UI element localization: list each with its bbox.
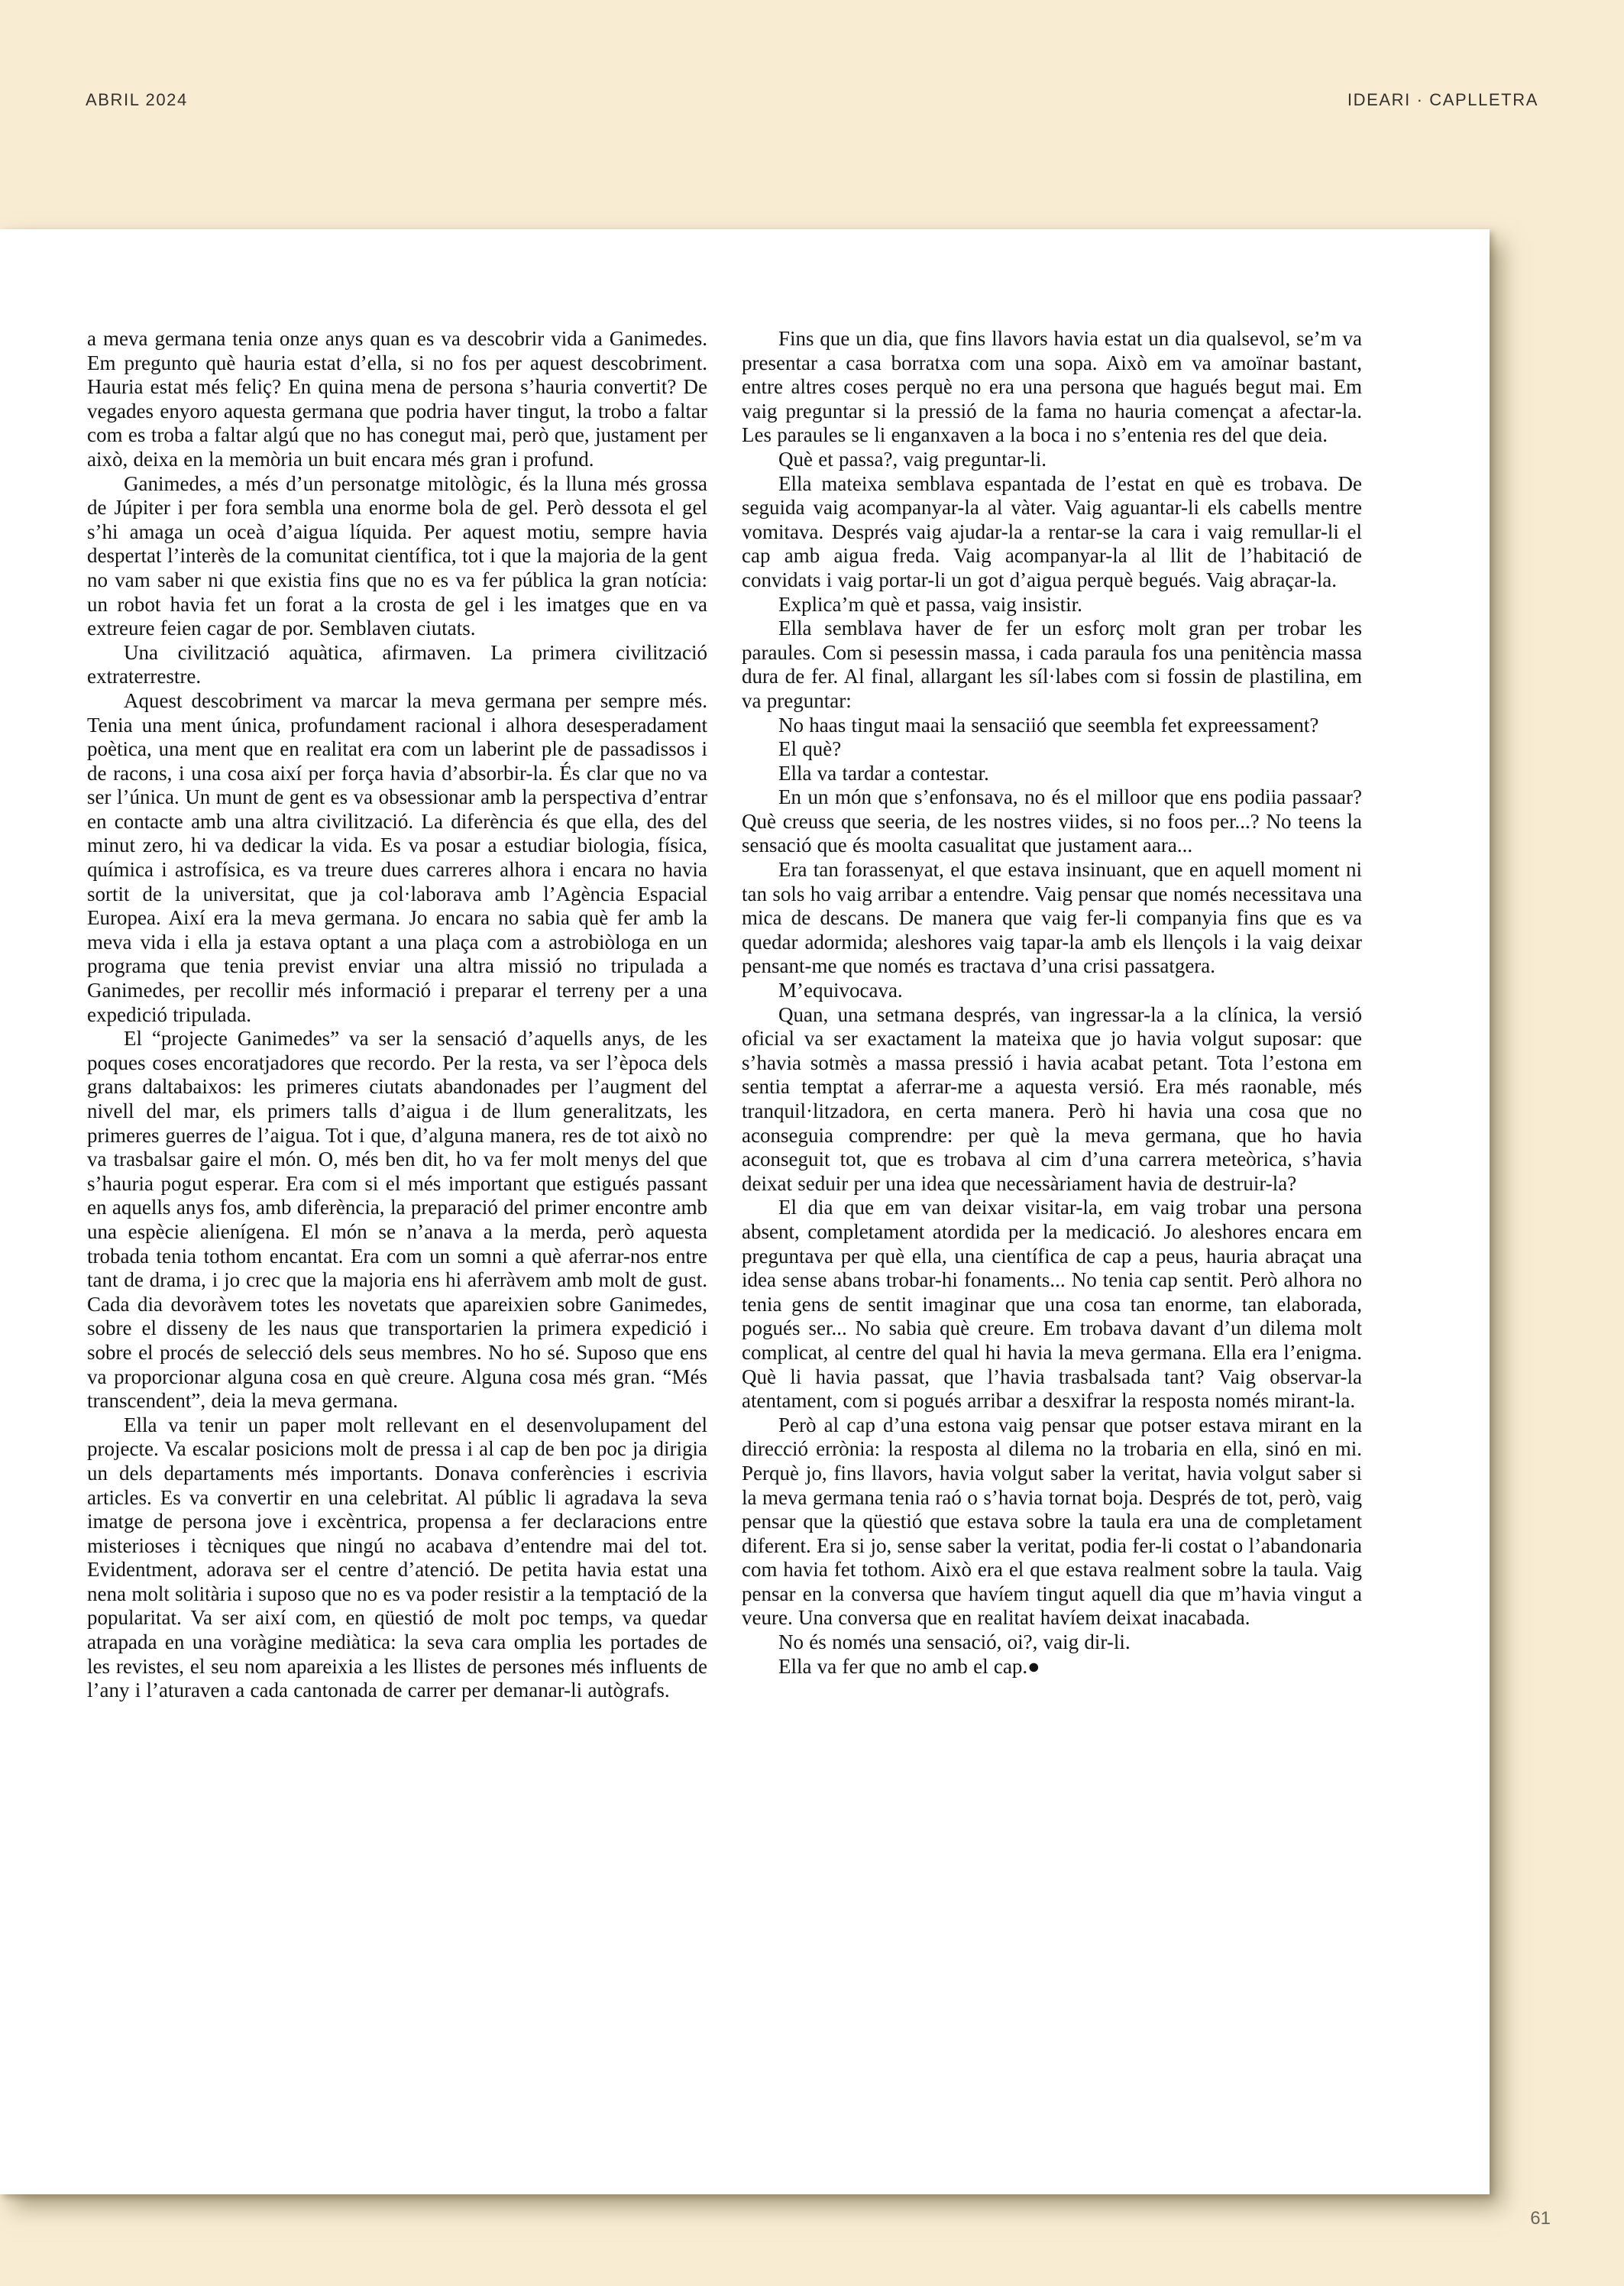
page-number: 61 (1530, 2208, 1551, 2229)
paragraph: No és només una sensació, oi?, vaig dir-li. (778, 1630, 1131, 1654)
header-issue-date: ABRIL 2024 (86, 90, 188, 109)
right-column (742, 327, 1362, 1703)
article-body (0, 229, 1490, 1703)
paragraph: En un món que s’enfonsava, no és el milloor que ens podiia passaar? Què creuss que seeria, de les nostres viides, si no foos per...? No teens la sensació que és moolta casualitat que justament aara... (742, 785, 1362, 857)
paragraph: Ella mateixa semblava espantada de l’estat en què es trobava. De seguida vaig acompanyar-la al vàter. Vaig aguantar-li els cabells mentre vomitava. Després vaig ajudar-la a rentar-se la cara i vaig remullar-li el cap amb aigua freda. Vaig acompanyar-la al llit de l’habitació de convidats i vaig portar-li un got d’aigua perquè begués. Vaig abraçar-la. (742, 471, 1362, 591)
paragraph: Ella semblava haver de fer un esforç molt gran per trobar les paraules. Com si pesessin massa, i cada paraula fos una penitència massa dura de fer. Al final, allargant les síl·labes com si fossin de plastilina, em va preguntar: (742, 617, 1362, 712)
paragraph: Era tan forassenyat, el que estava insinuant, que en aquell moment ni tan sols ho vaig arribar a entendre. Vaig pensar que només necessitava una mica de descans. De manera que vaig fer-li companyia fins que es va quedar adormida; aleshores vaig tapar-la amb els llençols i la vaig deixar pensant-me que només es tractava d’una crisi passatgera. (742, 858, 1362, 978)
paragraph: Ella va tenir un paper molt rellevant en el desenvolupament del projecte. Va escalar posicions molt de pressa i al cap de ben poc ja dirigia un dels departaments més importants. Donava conferències i escrivia articles. Es va convertir en una celebritat. Al públic li agradava la seva imatge de persona jove i excèntrica, propensa a fer declaracions entre misterioses i tècniques que ningú no acabava d’entendre mai del tot. Evidentment, adorava ser el centre d’atenció. De petita havia estat una nena molt solitària i suposo que no es va poder resistir a la temptació de la popularitat. Va ser així com, en qüestió de molt poc temps, va quedar atrapada en una voràgine mediàtica: la seva cara omplia les portades de les revistes, el seu nom apareixia a les llistes de persones més influents de l’any i l’aturaven a cada cantonada de carrer per demanar-li autògrafs. (87, 1413, 707, 1702)
paragraph: El dia que em van deixar visitar-la, em vaig trobar una persona absent, completament atordida per la medicació. Jo aleshores encara em preguntava per què ella, una científica de cap a peus, hauria abraçat una idea sense abans trobar-hi fonaments... No tenia cap sentit. Però alhora no tenia gens de sentit imaginar que una cosa tan enorme, tan elaborada, pogués ser... No sabia què creure. Em trobava davant d’un dilema molt complicat, al centre del qual hi havia la meva germana. Ella era l’enigma. Què li havia passat, que l’havia trasbalsada tant? Vaig observar-la atentament, com si pogués arribar a desxifrar la resposta només mirant-la. (742, 1196, 1362, 1413)
paragraph: Què et passa?, vaig preguntar-li. (778, 447, 1047, 471)
left-column (87, 327, 707, 1703)
paragraph: Una civilització aquàtica, afirmaven. La primera civilització extraterrestre. (87, 640, 707, 688)
paragraph: Però al cap d’una estona vaig pensar que potser estava mirant en la direcció errònia: la resposta al dilema no la trobaria en ella, sinó en mi. Perquè jo, fins llavors, havia volgut saber la veritat, havia volgut saber si la meva germana tenia raó o s’havia tornat boja. Després de tot, però, vaig pensar que la qüestió que estava sobre la taula era una de completament diferent. Era si jo, sense saber la veritat, podia fer-li costat o l’abandonaria com havia fet tothom. Això era el que estava realment sobre la taula. Vaig pensar en la conversa que havíem tingut aquell dia que m’havia vingut a veure. Una conversa que en realitat havíem deixat inacabada. (742, 1413, 1362, 1630)
paragraph: Ganimedes, a més d’un personatge mitològic, és la lluna més grossa de Júpiter i per fora sembla una enorme bola de gel. Però dessota el gel s’hi amaga un oceà d’aigua líquida. Per aquest motiu, sempre havia despertat l’interès de la comunitat científica, tot i que la majoria de la gent no vam saber ni que existia fins que no es va fer pública la gran notícia: un robot havia fet un forat a la crosta de gel i les imatges que en va extreure feien cagar de por. Semblaven ciutats. (87, 471, 707, 640)
paragraph: El què? (778, 737, 842, 761)
paragraph: Ella va tardar a contestar. (778, 761, 989, 785)
header-section-title: IDEARI · CAPLLETRA (1347, 90, 1538, 109)
paragraph: a meva germana tenia onze anys quan es va descobrir vida a Ganimedes. Em pregunto què hauria estat d’ella, si no fos per aquest descobriment. Hauria estat més feliç? En quina mena de persona s’hauria convertit? De vegades enyoro aquesta germana que podria haver tingut, la trobo a faltar com es troba a faltar algú que no has conegut mai, però que, justament per això, deixa en la memòria un buit encara més gran i profund. (87, 327, 707, 471)
paragraph: El “projecte Ganimedes” va ser la sensació d’aquells anys, de les poques coses encoratjadores que recordo. Per la resta, va ser l’època dels grans daltabaixos: les primeres ciutats abandonades per l’augment del nivell del mar, els primers talls d’aigua i de llum generalitzats, les primeres guerres de l’aigua. Tot i que, d’alguna manera, res de tot això no va trasbalsar gaire el món. O, més ben dit, ho va fer molt menys del que s’hauria pogut esperar. Era com si el més important que estigués passant en aquells anys fos, amb diferència, la preparació del primer encontre amb una espècie alienígena. El món se n’anava a la merda, però aquesta trobada tenia tothom encantat. Era com un somni a què aferrar-nos entre tant de drama, i jo crec que la majoria ens hi aferràvem amb molt de gust. Cada dia devoràvem totes les novetats que apareixien sobre Ganimedes, sobre el disseny de les naus que transportarien la primera expedició i sobre el procés de selecció dels seus membres. No ho sé. Suposo que ens va proporcionar alguna cosa en què creure. Alguna cosa més gran. “Més transcendent”, deia la meva germana. (87, 1027, 707, 1413)
paragraph: Explica’m què et passa, vaig insistir. (778, 592, 1082, 616)
page-header (86, 90, 1538, 110)
paragraph: Ella va fer que no amb el cap.● (778, 1654, 1040, 1678)
article-sheet (0, 229, 1490, 2194)
paragraph: Aquest descobriment va marcar la meva germana per sempre més. Tenia una ment única, profundament racional i alhora desesperadament poètica, una ment que en realitat era com un laberint ple de passadissos i de racons, i una cosa així per força havia d’absorbir-la. És clar que no va ser l’única. Un munt de gent es va obsessionar amb la perspectiva d’entrar en contacte amb una altra civilització. La diferència és que ella, des del minut zero, hi va dedicar la vida. Es va posar a estudiar biologia, física, química i astrofísica, es va treure dues carreres alhora i encara no havia sortit de la universitat, que ja col·laborava amb l’Agència Espacial Europea. Així era la meva germana. Jo encara no sabia què fer amb la meva vida i ella ja estava optant a una plaça com a astrobiòloga en un programa que tenia previst enviar una altra missió no tripulada a Ganimedes, per recollir més informació i preparar el terreny per a una expedició tripulada. (87, 688, 707, 1026)
paragraph: Fins que un dia, que fins llavors havia estat un dia qualsevol, se’m va presentar a casa borratxa com una sopa. Això em va amoïnar bastant, entre altres coses perquè no era una persona que hagués begut mai. Em vaig preguntar si la pressió de la fama no hauria començat a afectar-la. Les paraules se li enganxaven a la boca i no s’entenia res del que deia. (742, 327, 1362, 447)
paragraph: M’equivocava. (778, 979, 903, 1002)
paragraph: Quan, una setmana després, van ingressar-la a la clínica, la versió oficial va ser exactament la mateixa que jo havia volgut suposar: que s’havia sotmès a massa pressió i havia acabat petant. Tota l’estona em sentia temptat a aferrar-me a aquesta versió. Era més raonable, més tranquil·litzadora, en certa manera. Però hi havia una cosa que no aconseguia comprendre: per què la meva germana, que ho havia aconseguit tot, que es trobava al cim d’una carrera meteòrica, s’havia deixat seduir per una idea que necessàriament havia de destruir-la? (742, 1002, 1362, 1195)
paragraph: No haas tingut maai la sensaciió que seembla fet expreessament? (778, 713, 1319, 737)
